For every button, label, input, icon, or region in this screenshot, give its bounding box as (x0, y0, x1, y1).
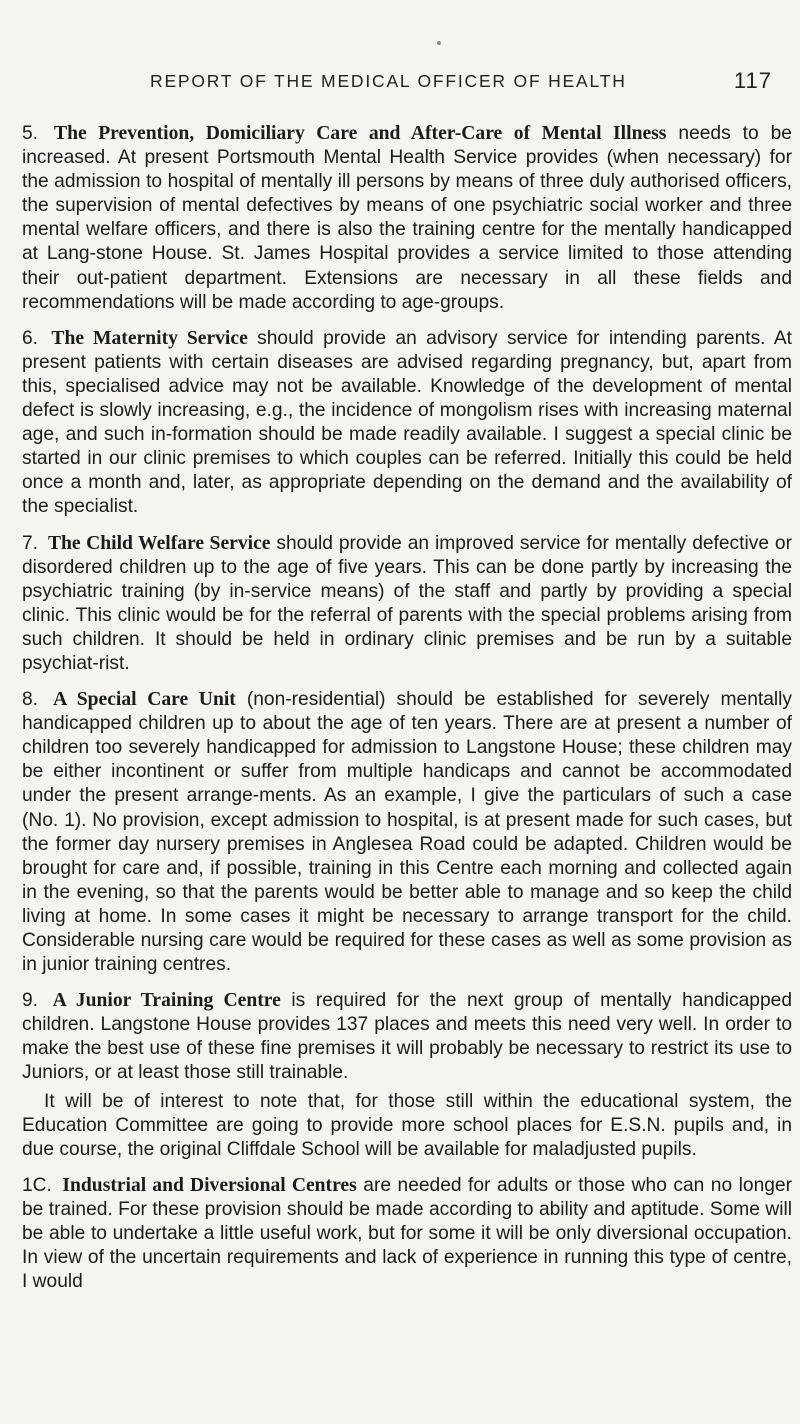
paragraph-9-continued (22, 1090, 792, 1162)
paragraph-text: (non-residential) should be established for severely mentally handicapped children up to about the age of ten years. There are at present a number of children too severely handicapped for admission to Langstone House; these children may be either incontinent or suffer from multiple handicaps and cannot be accommodated under the present arrange-ments. As an example, I give the particulars of such a case (No. 1). No provision, except admission to hospital, is at present made for such cases, but the former day nursery premises in Anglesea Road could be adapted. Children would be brought for care and, if possible, training in this Centre each morning and collected again in the evening, so that the parents would be better able to manage and so keep the child living at home. In some cases it might be necessary to arrange transport for the child. Considerable nursing care would be required for these cases as well as some provision as in junior training centres. (22, 689, 792, 976)
paragraph-text: It will be of interest to note that, for those still within the educational system, the Education Committee are going to provide more school places for E.S.N. pupils and, in due course, the original Cliffdale School will be available for maladjusted pupils. (22, 1090, 792, 1160)
paragraph-number: 5. (22, 123, 39, 144)
paragraph-text: should provide an advisory service for intending parents. At present patients with certain diseases are advised regarding pregnancy, but, apart from this, specialised advice may not be available. Knowledge of the development of mental defect is slowly increasing, e.g., the incidence of mongolism rises with increasing maternal age, and such in-formation should be made readily available. I suggest a special clinic be started in our clinic premises to which couples can be referred. Initially this could be held once a month and, later, as appropriate depending on the demand and the availability of the specialist. (22, 327, 792, 518)
body-text (22, 122, 792, 1306)
paragraph-text: are needed for adults or those who can no longer be trained. For these provision should be made according to ability and aptitude. Some will be able to undertake a little useful work, but for some it will be only diversional occupation. In view of the uncertain requirements and lack of experience in running this type of centre, I would (22, 1174, 792, 1293)
paragraph-text: needs to be increased. At present Portsmouth Mental Health Service provides (when necessary) for the admission to hospital of mentally ill persons by means of three duly authorised officers, the supervision of mental defectives by means of one psychiatric social worker and three mental welfare officers, and there is also the training centre for the mentally handicapped at Lang-stone House. St. James Hospital provides a service limited to those attending their out-patient department. Extensions are necessary in all these fields and recommendations will be made according to age-groups. (22, 123, 792, 313)
paragraph-7 (22, 532, 792, 677)
paragraph-number: 7. (22, 532, 39, 554)
paragraph-number: 8. (22, 689, 39, 711)
paragraph-8 (22, 688, 792, 977)
paragraph-5 (22, 122, 792, 315)
paragraph-heading: The Prevention, Domiciliary Care and After-Care of Mental Illness (54, 123, 667, 144)
paragraph-number: 6. (22, 327, 39, 349)
paragraph-text: is required for the next group of mentally handicapped children. Langstone House provides 137 places and meets this need very well. In order to make the best use of these fine premises it will probably be necessary to restrict its use to Juniors, or at least those still trainable. (22, 990, 792, 1084)
page-speck (437, 41, 441, 45)
paragraph-number: 1C. (22, 1174, 52, 1196)
paragraph-heading: The Maternity Service (51, 327, 248, 349)
paragraph-number: 9. (22, 990, 39, 1012)
running-title: REPORT OF THE MEDICAL OFFICER OF HEALTH (150, 71, 627, 91)
paragraph-heading: A Special Care Unit (53, 689, 236, 711)
page-header (0, 68, 800, 101)
paragraph-9 (22, 989, 792, 1085)
paragraph-heading: Industrial and Diversional Centres (62, 1174, 357, 1196)
paragraph-10 (22, 1174, 792, 1294)
page-number: 117 (733, 68, 772, 93)
paragraph-heading: A Junior Training Centre (52, 990, 281, 1012)
paragraph-text: should provide an improved service for mentally defective or disordered children up to the age of five years. This can be done partly by increasing the psychiatric training (by in-service means) of the staff and partly by providing a special clinic. This clinic would be for the referral of parents with the special problems arising from such children. It should be held in ordinary clinic premises and be run by a suitable psychiat-rist. (22, 532, 792, 674)
paragraph-6 (22, 327, 792, 520)
paragraph-heading: The Child Welfare Service (47, 532, 271, 554)
